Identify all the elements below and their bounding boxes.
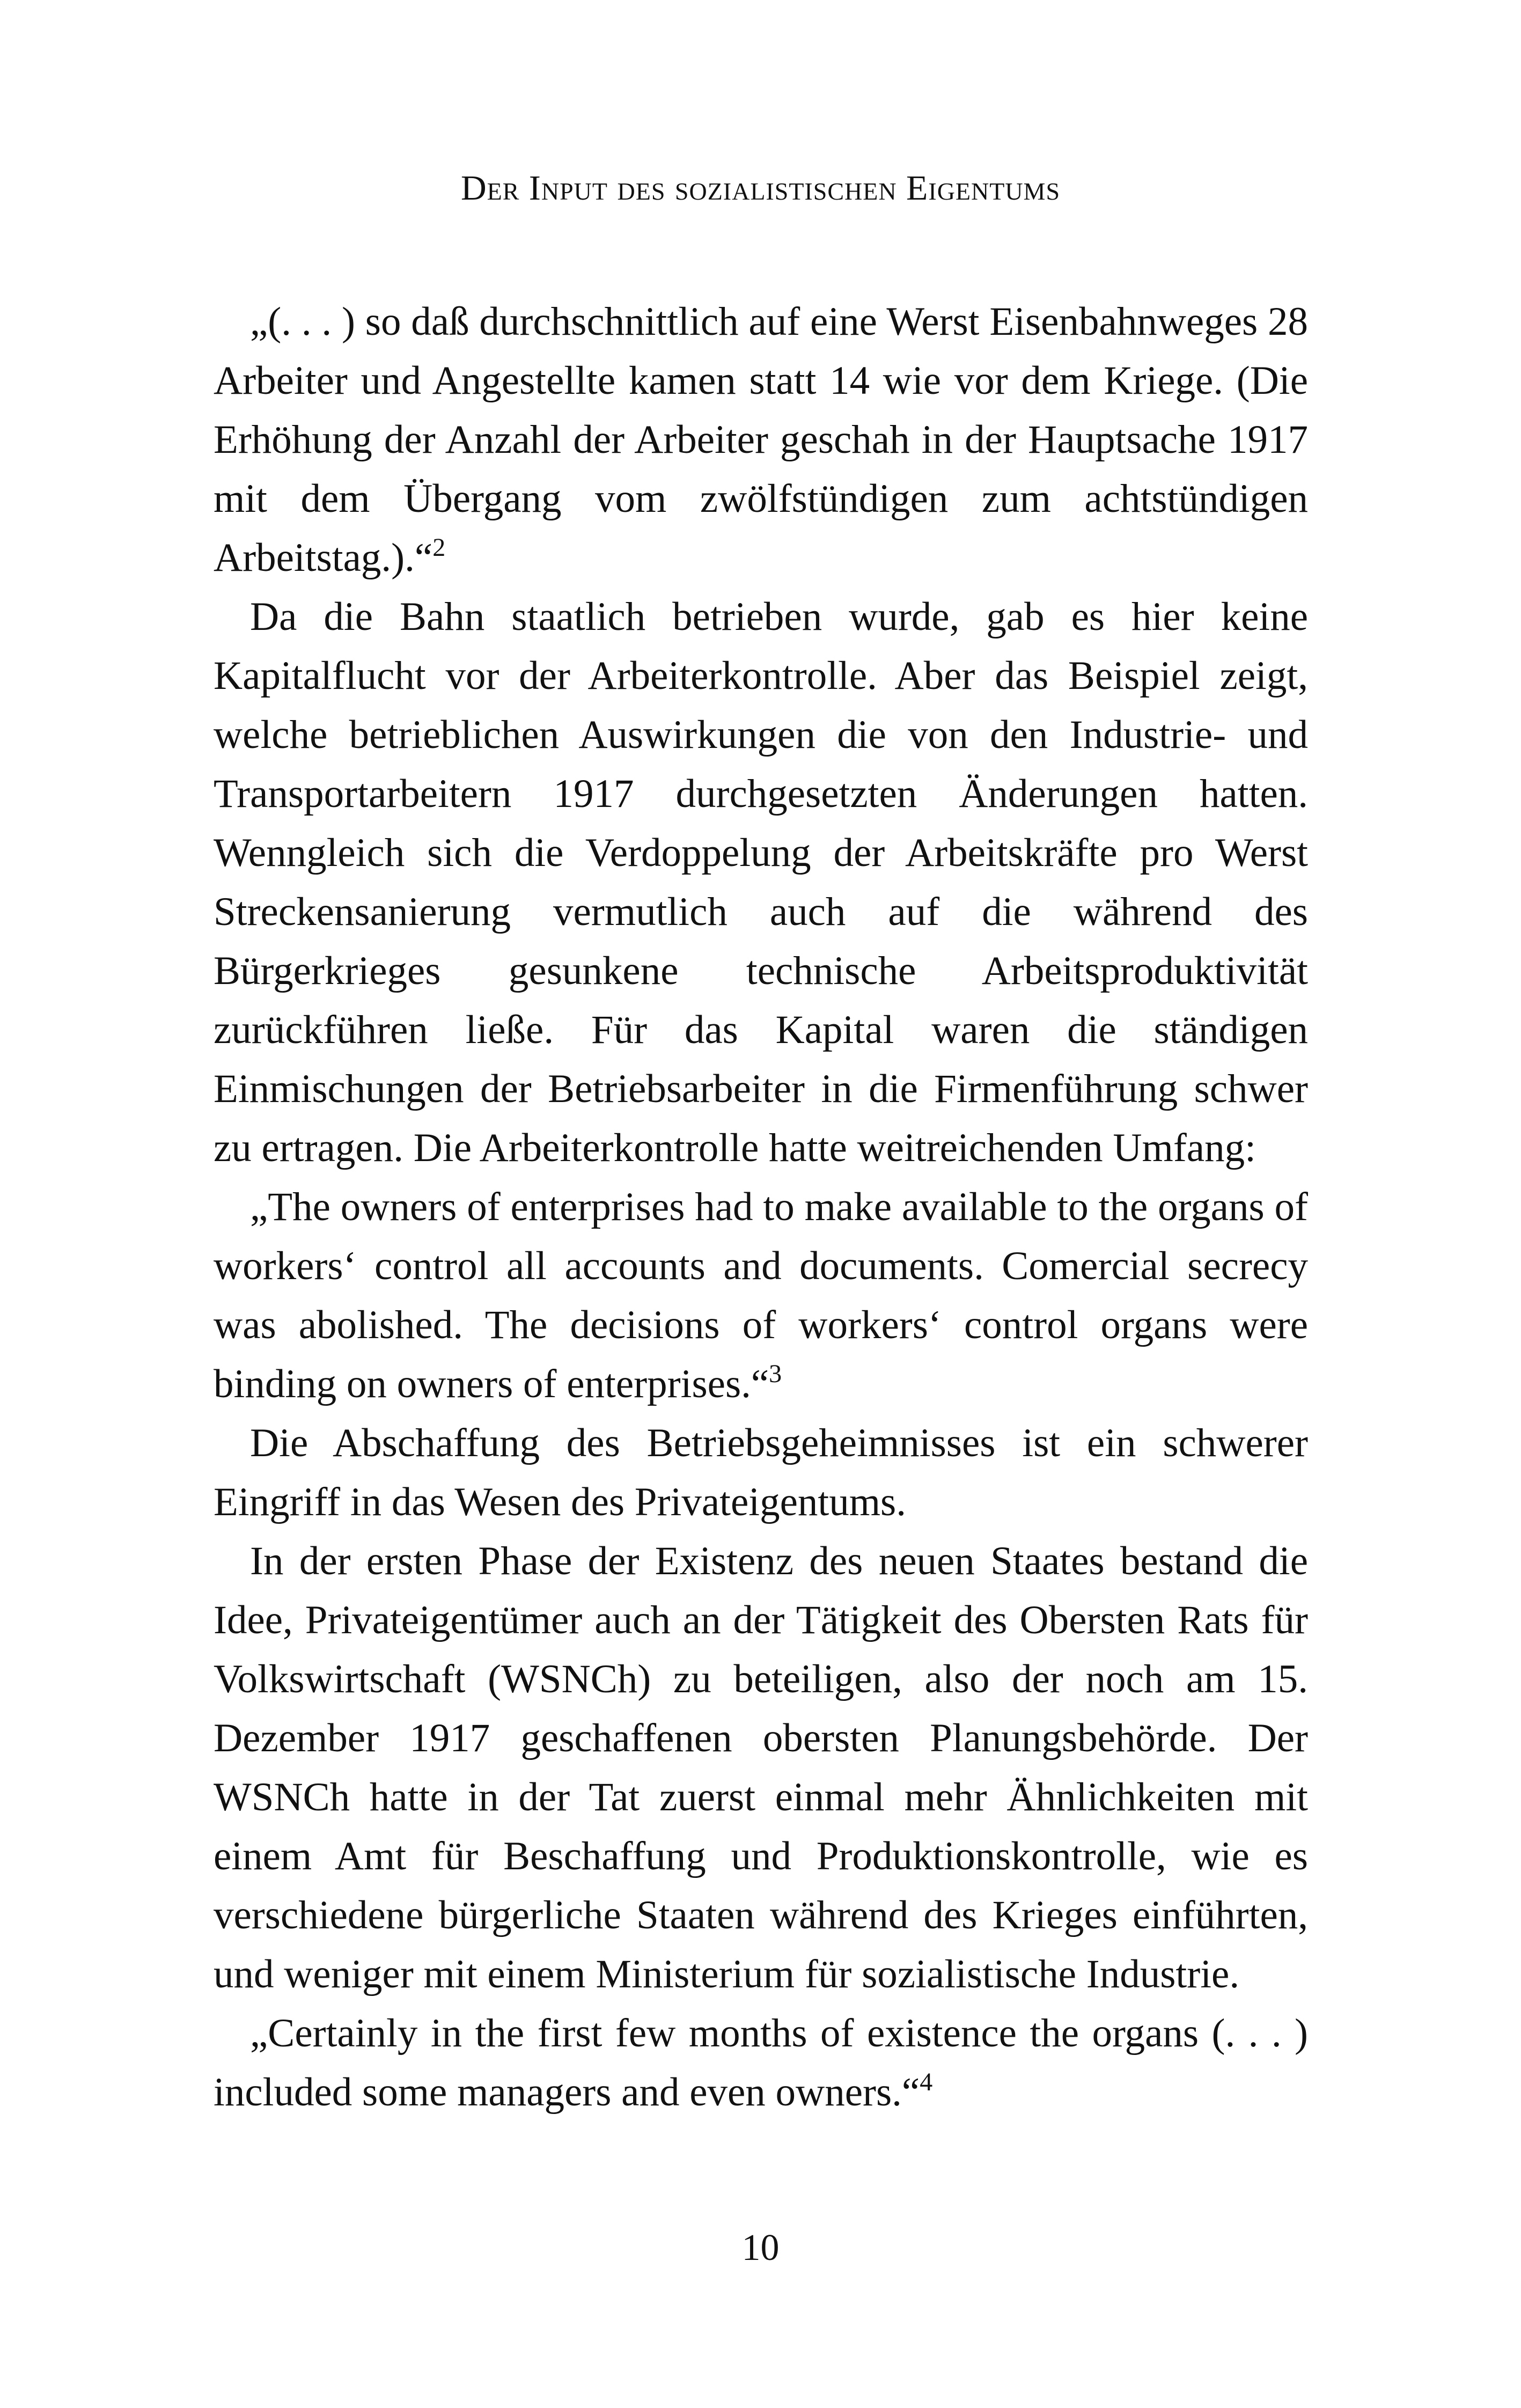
paragraph-quote-railway xyxy=(214,292,1308,588)
paragraph-text: „The owners of enterprises had to make available to the organs of workers‘ control all accounts and documents. Comercial secrecy was abolished. The decisions of workers‘ control organs were binding on owners of enterprises.“ xyxy=(214,1185,1308,1406)
paragraph-text: „(. . . ) so daß durchschnittlich auf eine Werst Eisenbahnweges 28 Arbeiter und Angestellte kamen statt 14 wie vor dem Kriege. (Die Erhöhung der Anzahl der Arbeiter geschah in der Hauptsache 1917 mit dem Übergang vom zwölfstündigen zum achtstündigen Arbeitstag.).“ xyxy=(214,299,1308,580)
paragraph-text: Die Abschaffung des Betriebsgeheimnisses ist ein schwerer Eingriff in das Wesen des Privateigentums. xyxy=(214,1421,1308,1524)
footnote-marker: 3 xyxy=(769,1360,782,1388)
paragraph-text: „Certainly in the first few months of existence the organs (. . . ) included some managers and even owners.“ xyxy=(214,2011,1308,2115)
body-text xyxy=(214,292,1308,2122)
paragraph-quote-owners xyxy=(214,1178,1308,1414)
running-head: Der Input des sozialistischen Eigentums xyxy=(460,168,1061,208)
footnote-marker: 4 xyxy=(920,2068,933,2096)
paragraph-text: In der ersten Phase der Existenz des neuen Staates bestand die Idee, Privateigentümer auch an der Tätigkeit des Obersten Rats für Volkswirtschaft (WSNCh) zu beteiligen, also der noch am 15. Dezember 1917 geschaffenen obersten Planungsbehörde. Der WSNCh hatte in der Tat zuerst einmal mehr Ähnlichkeiten mit einem Amt für Beschaffung und Produktionskontrolle, wie es verschiedene bürgerliche Staaten während des Krieges einführten, und weniger mit einem Ministerium für sozialistische Industrie. xyxy=(214,1539,1308,1996)
footnote-marker: 2 xyxy=(432,533,446,562)
paragraph-wsnch xyxy=(214,1532,1308,2004)
paragraph-workers-control xyxy=(214,588,1308,1178)
page-number: 10 xyxy=(741,2227,780,2268)
paragraph-text: Da die Bahn staatlich betrieben wurde, gab es hier keine Kapitalflucht vor der Arbeiterkontrolle. Aber das Beispiel zeigt, welche betrieblichen Auswirkungen die von den Industrie- und Transportarbeitern 1917 durchgesetzten Änderungen hatten. Wenngleich sich die Verdoppelung der Arbeitskräfte pro Werst Streckensanierung vermutlich auch auf die während des Bürgerkrieges gesunkene technische Arbeitsproduktivität zurückführen ließe. Für das Kapital waren die ständigen Einmischungen der Betriebsarbeiter in die Firmenführung schwer zu ertragen. Die Arbeiterkontrolle hatte weitreichenden Umfang: xyxy=(214,594,1308,1170)
paragraph-business-secrecy xyxy=(214,1414,1308,1532)
paragraph-quote-managers xyxy=(214,2004,1308,2122)
